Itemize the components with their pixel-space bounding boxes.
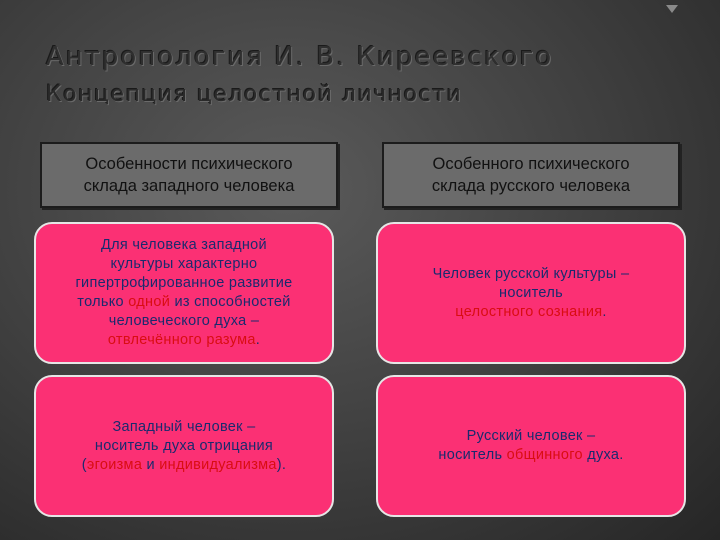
card-text-line <box>75 331 292 350</box>
highlight-text: индивидуализма <box>159 456 277 473</box>
card-text-line <box>438 446 623 465</box>
card-text-fragment: из способностей <box>170 294 291 310</box>
card-text-line: Для человека западной <box>101 237 267 253</box>
card-text-line <box>82 456 287 475</box>
card-text-fragment: и <box>142 456 160 473</box>
header-russian-line-2: склада русского человека <box>431 177 631 195</box>
header-russian-line-1: Особенного психического <box>432 155 630 173</box>
highlight-text: отвлечённого разума <box>107 332 256 348</box>
card-text-line: носитель <box>499 284 563 301</box>
card-text-line: Западный человек – <box>112 418 256 435</box>
card-text-fragment: . <box>602 303 607 320</box>
corner-arrow-icon <box>666 5 678 13</box>
slide-title: Антропология И. В. Киреевского <box>46 42 554 72</box>
highlight-text: общинного <box>506 447 583 463</box>
card-text-fragment: духа. <box>582 447 624 463</box>
card-western-negation <box>34 375 334 517</box>
card-text-fragment: носитель <box>438 447 507 463</box>
card-text-fragment: ( <box>81 456 87 473</box>
card-russian-consciousness <box>376 222 686 364</box>
header-russian <box>382 142 680 208</box>
card-text-line: носитель духа отрицания <box>94 437 274 454</box>
card-russian-communal <box>376 375 686 517</box>
card-text-line: человеческого духа – <box>108 313 260 329</box>
highlight-text: одной <box>128 294 171 310</box>
card-text-fragment: ). <box>276 456 287 473</box>
card-text-line <box>75 293 292 312</box>
card-text-fragment: . <box>255 332 261 348</box>
highlight-text: целостного сознания <box>455 303 603 320</box>
card-text-line <box>433 303 630 322</box>
header-western <box>40 142 338 208</box>
header-western-line-2: склада западного человека <box>83 177 295 195</box>
card-text-line: гипертрофированное развитие <box>75 275 293 291</box>
header-western-line-1: Особенности психического <box>85 155 293 173</box>
card-western-reason <box>34 222 334 364</box>
highlight-text: эгоизма <box>86 456 143 473</box>
card-text-line: культуры характерно <box>110 256 258 272</box>
card-text-line: Человек русской культуры – <box>432 265 630 282</box>
card-text-line: Русский человек – <box>466 428 596 444</box>
card-text-fragment: только <box>77 294 129 310</box>
slide-subtitle: Концепция целостной личности <box>46 82 463 107</box>
